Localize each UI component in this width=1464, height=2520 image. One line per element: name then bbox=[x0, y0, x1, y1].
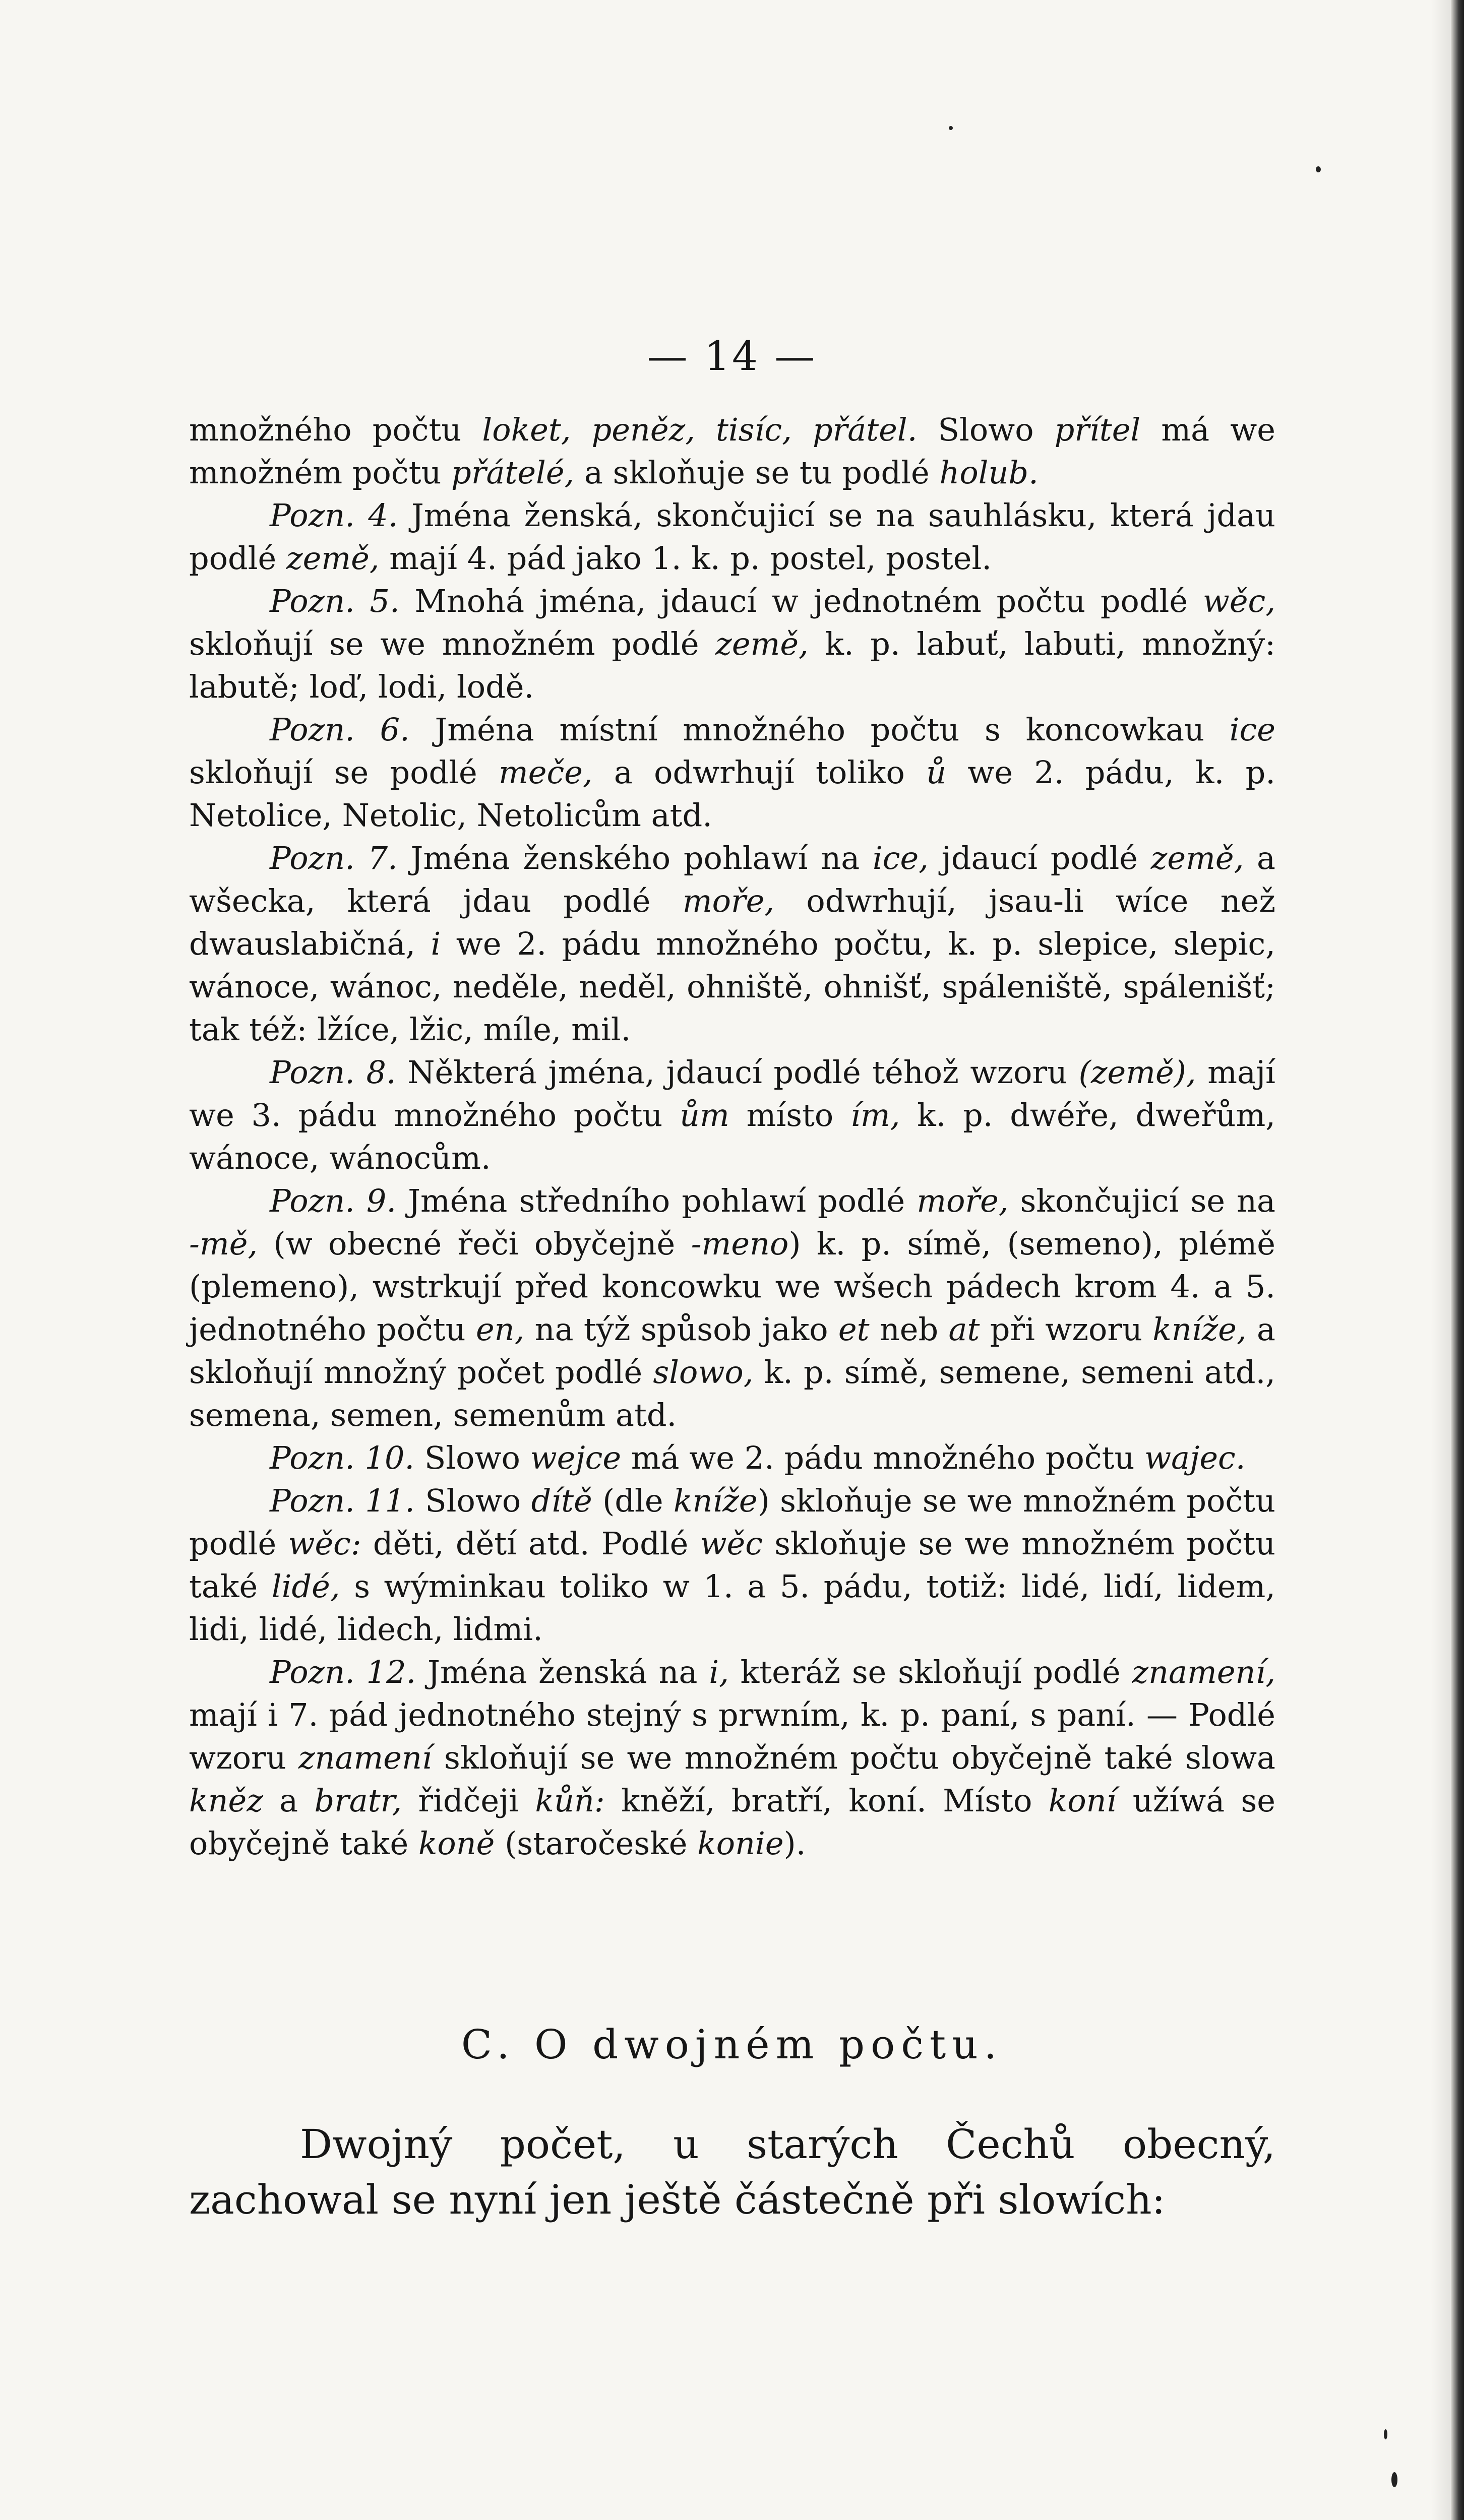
italic-term: wěc bbox=[700, 1525, 763, 1562]
text-run: Mnohá jména, jdaucí w jednotném počtu podlé bbox=[399, 583, 1203, 619]
italic-term: lidé, bbox=[271, 1568, 340, 1605]
italic-term: -meno bbox=[691, 1225, 789, 1262]
note-paragraph bbox=[189, 1436, 1275, 1479]
note-paragraph bbox=[189, 494, 1275, 580]
scan-speck bbox=[949, 126, 953, 130]
note-paragraph bbox=[189, 1651, 1275, 1865]
section-heading: C. O dwojném počtu. bbox=[461, 2021, 1003, 2068]
note-label: Pozn. 7. bbox=[270, 840, 398, 876]
text-run: mají i 7. pád jednotného stejný s prwním, k. p. paní, s paní. — Podlé wzoru bbox=[189, 1696, 1275, 1776]
italic-term: znamení bbox=[298, 1739, 432, 1776]
text-run: a bbox=[263, 1782, 315, 1819]
text-run: množného počtu bbox=[189, 411, 482, 448]
text-run: (w obecné řeči obyčejně bbox=[258, 1225, 691, 1262]
text-run: místo bbox=[729, 1097, 850, 1133]
italic-term: kůň: bbox=[535, 1782, 605, 1819]
note-paragraph bbox=[189, 580, 1275, 708]
text-run: skončujicí se na bbox=[1008, 1182, 1275, 1219]
text-run: a odwrhují toliko bbox=[592, 754, 927, 791]
text-run: odwrhují, jsau-li wíce než dwauslabičná, bbox=[189, 883, 1275, 962]
text-run: a wšecka, která jdau podlé bbox=[189, 840, 1275, 919]
italic-term: země, bbox=[286, 540, 380, 577]
text-run: Slowo bbox=[414, 1482, 531, 1519]
text-run: Jména ženského pohlawí na bbox=[397, 840, 873, 876]
text-run: Jména ženská, skončujicí se na sauhlásku, která jdau podlé bbox=[189, 497, 1276, 577]
italic-term: země, bbox=[1150, 840, 1244, 876]
italic-term: meče, bbox=[499, 754, 593, 791]
italic-term: bratr, bbox=[314, 1782, 402, 1819]
scan-speck bbox=[1384, 2429, 1387, 2439]
text-run: ) skloňuje se we množném počtu podlé bbox=[189, 1482, 1275, 1562]
text-run: (staročeské bbox=[495, 1825, 698, 1862]
italic-term: at bbox=[948, 1311, 980, 1348]
italic-term: kníže bbox=[673, 1482, 758, 1519]
text-run: jdaucí podlé bbox=[928, 840, 1151, 876]
text-run: we 2. pádu, k. p. Netolice, Netolic, Netolicům atd. bbox=[189, 754, 1275, 834]
italic-term: koně bbox=[418, 1825, 495, 1862]
italic-term: konie bbox=[697, 1825, 784, 1862]
text-run: Jména ženská na bbox=[416, 1654, 709, 1690]
text-run: kněží, bratří, koní. Místo bbox=[604, 1782, 1049, 1819]
text-run: s wýminkau toliko w 1. a 5. pádu, totiž: lidé, lidí, lidem, lidi, lidé, lidech, lidmi. bbox=[189, 1568, 1276, 1648]
italic-term: přítel bbox=[1054, 411, 1141, 448]
page-number: — 14 — bbox=[647, 333, 817, 380]
italic-term: přátelé, bbox=[451, 454, 575, 491]
italic-term: ům bbox=[680, 1097, 729, 1133]
italic-term: dítě bbox=[531, 1482, 592, 1519]
note-paragraph bbox=[189, 708, 1275, 837]
italic-term: kněz bbox=[189, 1782, 263, 1819]
italic-term: koní bbox=[1048, 1782, 1117, 1819]
note-label: Pozn. 9. bbox=[270, 1182, 397, 1219]
italic-term: en, bbox=[475, 1311, 525, 1348]
text-run: mají 4. pád jako 1. k. p. postel, postel. bbox=[379, 540, 992, 577]
text-run: ) k. p. símě, (semeno), plémě (plemeno), wstrkují před koncowku we wšech pádech krom 4. a 5. jednotného počtu bbox=[189, 1225, 1275, 1348]
italic-term: wěc: bbox=[288, 1525, 361, 1562]
text-run: k. p. labuť, labuti, množný: labutě; loď, lodi, lodě. bbox=[189, 625, 1275, 705]
italic-term: ice bbox=[1229, 711, 1275, 748]
text-run: we 2. pádu množného počtu, k. p. slepice, slepic, wánoce, wánoc, neděle, neděl, ohniště, ohnišť, spáleniště, spálenišť; tak též: lžíce, lžic, míle, mil. bbox=[189, 925, 1275, 1048]
text-run: Jména středního pohlawí podlé bbox=[396, 1182, 917, 1219]
text-run: Slowo bbox=[917, 411, 1055, 448]
text-run: skloňují se we množném počtu obyčejně také slowa bbox=[432, 1739, 1275, 1776]
text-run: skloňuje se we množném počtu také bbox=[189, 1525, 1275, 1605]
italic-term: loket, peněz, tisíc, přátel. bbox=[482, 411, 918, 448]
note-label: Pozn. 11. bbox=[270, 1482, 415, 1519]
final-paragraph: Dwojný počet, u starých Čechů obecný, zachowal se nyní jen ještě částečně při slowích: bbox=[189, 2121, 1275, 2223]
note-label: Pozn. 8. bbox=[270, 1054, 396, 1091]
text-run: Slowo bbox=[414, 1439, 530, 1476]
text-run: (dle bbox=[592, 1482, 674, 1519]
italic-term: i, bbox=[709, 1654, 729, 1690]
text-run: má we množném počtu bbox=[189, 411, 1275, 491]
text-run: neb bbox=[869, 1311, 949, 1348]
note-label: Pozn. 4. bbox=[270, 497, 398, 534]
note-label: Pozn. 6. bbox=[270, 711, 410, 748]
italic-term: ím, bbox=[850, 1097, 900, 1133]
note-paragraph bbox=[189, 1051, 1275, 1179]
text-run: na týž spůsob jako bbox=[524, 1311, 838, 1348]
note-label: Pozn. 5. bbox=[270, 583, 400, 619]
italic-term: slowo, bbox=[653, 1354, 754, 1391]
intro-paragraph bbox=[189, 408, 1275, 494]
italic-term: znamení, bbox=[1132, 1654, 1275, 1690]
text-run: k. p. dwéře, dweřům, wánoce, wánocům. bbox=[189, 1097, 1275, 1176]
note-paragraph bbox=[189, 1479, 1275, 1651]
text-run: a skloňuje se tu podlé bbox=[574, 454, 940, 491]
italic-term: moře, bbox=[682, 883, 775, 919]
italic-term: země, bbox=[715, 625, 809, 662]
italic-term: kníže, bbox=[1152, 1311, 1247, 1348]
text-run: k. p. símě, semene, semeni atd., semena, semen, semenům atd. bbox=[189, 1354, 1275, 1433]
text-run: řidčeji bbox=[402, 1782, 535, 1819]
text-run: skloňují se we množném podlé bbox=[189, 625, 716, 662]
italic-term: -mě, bbox=[189, 1225, 258, 1262]
italic-term: moře, bbox=[917, 1182, 1009, 1219]
text-run: kteráž se skloňují podlé bbox=[728, 1654, 1132, 1690]
note-paragraph bbox=[189, 837, 1275, 1051]
text-run: děti, dětí atd. Podlé bbox=[361, 1525, 700, 1562]
text-run: při wzoru bbox=[980, 1311, 1153, 1348]
italic-term: wejce bbox=[530, 1439, 622, 1476]
note-paragraph bbox=[189, 1179, 1275, 1436]
italic-term: ice, bbox=[872, 840, 929, 876]
scan-speck bbox=[1391, 2472, 1397, 2487]
scan-speck bbox=[1316, 166, 1321, 172]
text-run: mají we 3. pádu množného počtu bbox=[189, 1054, 1276, 1133]
text-run: Některá jména, jdaucí podlé téhož wzoru bbox=[396, 1054, 1079, 1091]
body-text bbox=[189, 408, 1275, 1865]
text-run: má we 2. pádu množného počtu bbox=[621, 1439, 1145, 1476]
italic-term: wajec. bbox=[1144, 1439, 1246, 1476]
italic-term: holub. bbox=[939, 454, 1039, 491]
italic-term: et bbox=[838, 1311, 870, 1348]
italic-term: wěc, bbox=[1202, 583, 1275, 619]
italic-term: ů bbox=[926, 754, 947, 791]
text-run: ). bbox=[783, 1825, 806, 1862]
text-run: Jména místní množného počtu s koncowkau bbox=[409, 711, 1230, 748]
text-run: a skloňují množný počet podlé bbox=[189, 1311, 1275, 1391]
text-run: skloňují se podlé bbox=[189, 754, 499, 791]
italic-term: i bbox=[431, 925, 441, 962]
text-run: užíwá se obyčejně také bbox=[189, 1782, 1275, 1862]
note-label: Pozn. 10. bbox=[270, 1439, 415, 1476]
italic-term: (země), bbox=[1078, 1054, 1196, 1091]
note-label: Pozn. 12. bbox=[270, 1654, 416, 1690]
